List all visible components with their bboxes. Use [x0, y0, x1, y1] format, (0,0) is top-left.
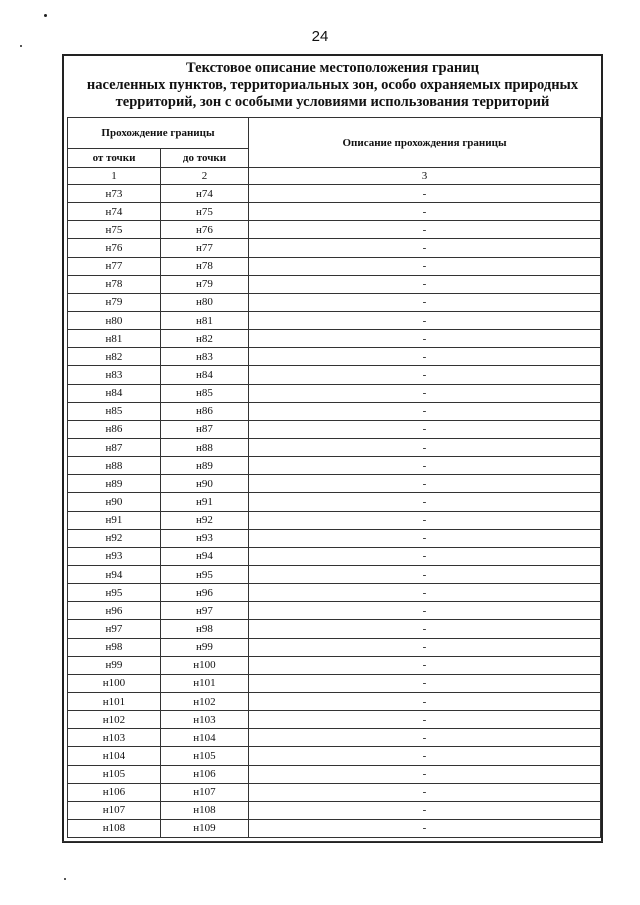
description-cell: - [249, 257, 601, 275]
to-point-cell: н91 [161, 493, 249, 511]
from-point-cell: н89 [68, 475, 161, 493]
document-frame [62, 54, 603, 843]
from-point-cell: н77 [68, 257, 161, 275]
table-row [68, 438, 601, 456]
table-row [68, 420, 601, 438]
from-point-cell: н90 [68, 493, 161, 511]
header-to-point: до точки [161, 149, 249, 168]
to-point-cell: н75 [161, 203, 249, 221]
to-point-cell: н96 [161, 584, 249, 602]
from-point-cell: н99 [68, 656, 161, 674]
from-point-cell: н106 [68, 783, 161, 801]
from-point-cell: н97 [68, 620, 161, 638]
to-point-cell: н100 [161, 656, 249, 674]
description-cell: - [249, 438, 601, 456]
table-row [68, 185, 601, 203]
to-point-cell: н81 [161, 311, 249, 329]
from-point-cell: н81 [68, 330, 161, 348]
description-cell: - [249, 565, 601, 583]
to-point-cell: н104 [161, 729, 249, 747]
to-point-cell: н103 [161, 711, 249, 729]
to-point-cell: н79 [161, 275, 249, 293]
column-number: 1 [68, 168, 161, 185]
to-point-cell: н107 [161, 783, 249, 801]
frame-bottom-rule [62, 841, 603, 842]
description-cell: - [249, 203, 601, 221]
table-row [68, 711, 601, 729]
table-row [68, 402, 601, 420]
table-row [68, 638, 601, 656]
title-line: территорий, зон с особыми условиями использования территорий [115, 94, 550, 110]
table-row [68, 330, 601, 348]
from-point-cell: н85 [68, 402, 161, 420]
description-cell: - [249, 293, 601, 311]
to-point-cell: н77 [161, 239, 249, 257]
table-row [68, 257, 601, 275]
description-cell: - [249, 729, 601, 747]
from-point-cell: н94 [68, 565, 161, 583]
to-point-cell: н92 [161, 511, 249, 529]
from-point-cell: н84 [68, 384, 161, 402]
from-point-cell: н101 [68, 692, 161, 710]
description-cell: - [249, 584, 601, 602]
scan-speck [20, 45, 22, 47]
to-point-cell: н98 [161, 620, 249, 638]
from-point-cell: н107 [68, 801, 161, 819]
to-point-cell: н74 [161, 185, 249, 203]
to-point-cell: н105 [161, 747, 249, 765]
table-row [68, 493, 601, 511]
to-point-cell: н85 [161, 384, 249, 402]
description-cell: - [249, 547, 601, 565]
to-point-cell: н86 [161, 402, 249, 420]
description-cell: - [249, 475, 601, 493]
description-cell: - [249, 311, 601, 329]
description-cell: - [249, 620, 601, 638]
to-point-cell: н78 [161, 257, 249, 275]
description-cell: - [249, 493, 601, 511]
boundary-table [67, 117, 601, 838]
description-cell: - [249, 819, 601, 837]
from-point-cell: н102 [68, 711, 161, 729]
header-passage: Прохождение границы [68, 118, 249, 149]
from-point-cell: н93 [68, 547, 161, 565]
description-cell: - [249, 674, 601, 692]
from-point-cell: н87 [68, 438, 161, 456]
table-row [68, 511, 601, 529]
from-point-cell: н100 [68, 674, 161, 692]
table-row [68, 801, 601, 819]
to-point-cell: н88 [161, 438, 249, 456]
table-row [68, 656, 601, 674]
to-point-cell: н94 [161, 547, 249, 565]
description-cell: - [249, 765, 601, 783]
from-point-cell: н104 [68, 747, 161, 765]
description-cell: - [249, 185, 601, 203]
to-point-cell: н80 [161, 293, 249, 311]
table-body [68, 185, 601, 838]
table-row [68, 692, 601, 710]
to-point-cell: н87 [161, 420, 249, 438]
from-point-cell: н80 [68, 311, 161, 329]
description-cell: - [249, 239, 601, 257]
from-point-cell: н92 [68, 529, 161, 547]
from-point-cell: н82 [68, 348, 161, 366]
table-row [68, 765, 601, 783]
to-point-cell: н93 [161, 529, 249, 547]
to-point-cell: н99 [161, 638, 249, 656]
description-cell: - [249, 801, 601, 819]
description-cell: - [249, 692, 601, 710]
table-row [68, 275, 601, 293]
to-point-cell: н109 [161, 819, 249, 837]
from-point-cell: н75 [68, 221, 161, 239]
table-row [68, 348, 601, 366]
scan-speck [64, 878, 66, 880]
table-row [68, 819, 601, 837]
from-point-cell: н74 [68, 203, 161, 221]
table-row [68, 747, 601, 765]
from-point-cell: н91 [68, 511, 161, 529]
from-point-cell: н103 [68, 729, 161, 747]
from-point-cell: н76 [68, 239, 161, 257]
from-point-cell: н83 [68, 366, 161, 384]
to-point-cell: н82 [161, 330, 249, 348]
table-row [68, 584, 601, 602]
from-point-cell: н108 [68, 819, 161, 837]
to-point-cell: н76 [161, 221, 249, 239]
to-point-cell: н108 [161, 801, 249, 819]
description-cell: - [249, 384, 601, 402]
description-cell: - [249, 711, 601, 729]
description-cell: - [249, 783, 601, 801]
from-point-cell: н95 [68, 584, 161, 602]
to-point-cell: н84 [161, 366, 249, 384]
description-cell: - [249, 457, 601, 475]
to-point-cell: н101 [161, 674, 249, 692]
header-description: Описание прохождения границы [249, 118, 601, 168]
description-cell: - [249, 602, 601, 620]
to-point-cell: н83 [161, 348, 249, 366]
to-point-cell: н95 [161, 565, 249, 583]
scan-speck [44, 14, 47, 17]
description-cell: - [249, 529, 601, 547]
from-point-cell: н98 [68, 638, 161, 656]
table-row [68, 384, 601, 402]
table-row [68, 239, 601, 257]
header-from-point: от точки [68, 149, 161, 168]
description-cell: - [249, 366, 601, 384]
from-point-cell: н105 [68, 765, 161, 783]
from-point-cell: н78 [68, 275, 161, 293]
table-row [68, 620, 601, 638]
table-row [68, 602, 601, 620]
description-cell: - [249, 348, 601, 366]
to-point-cell: н106 [161, 765, 249, 783]
table-row [68, 475, 601, 493]
description-cell: - [249, 747, 601, 765]
to-point-cell: н89 [161, 457, 249, 475]
from-point-cell: н79 [68, 293, 161, 311]
table-row [68, 729, 601, 747]
to-point-cell: н102 [161, 692, 249, 710]
table-row [68, 529, 601, 547]
description-cell: - [249, 275, 601, 293]
page-number: 24 [311, 28, 329, 45]
description-cell: - [249, 402, 601, 420]
table-row [68, 221, 601, 239]
description-cell: - [249, 330, 601, 348]
table-row [68, 366, 601, 384]
description-cell: - [249, 420, 601, 438]
table-row [68, 203, 601, 221]
table-row [68, 783, 601, 801]
description-cell: - [249, 656, 601, 674]
title-line: населенных пунктов, территориальных зон, особо охраняемых природных [86, 77, 579, 93]
column-number: 3 [249, 168, 601, 185]
column-number: 2 [161, 168, 249, 185]
table-row [68, 457, 601, 475]
to-point-cell: н97 [161, 602, 249, 620]
description-cell: - [249, 221, 601, 239]
description-cell: - [249, 638, 601, 656]
title-line: Текстовое описание местоположения границ [186, 60, 479, 76]
document-title [64, 60, 601, 111]
table-row [68, 674, 601, 692]
table-row [68, 565, 601, 583]
from-point-cell: н96 [68, 602, 161, 620]
table-row [68, 311, 601, 329]
description-cell: - [249, 511, 601, 529]
table-row [68, 293, 601, 311]
from-point-cell: н88 [68, 457, 161, 475]
table-row [68, 547, 601, 565]
from-point-cell: н86 [68, 420, 161, 438]
to-point-cell: н90 [161, 475, 249, 493]
from-point-cell: н73 [68, 185, 161, 203]
